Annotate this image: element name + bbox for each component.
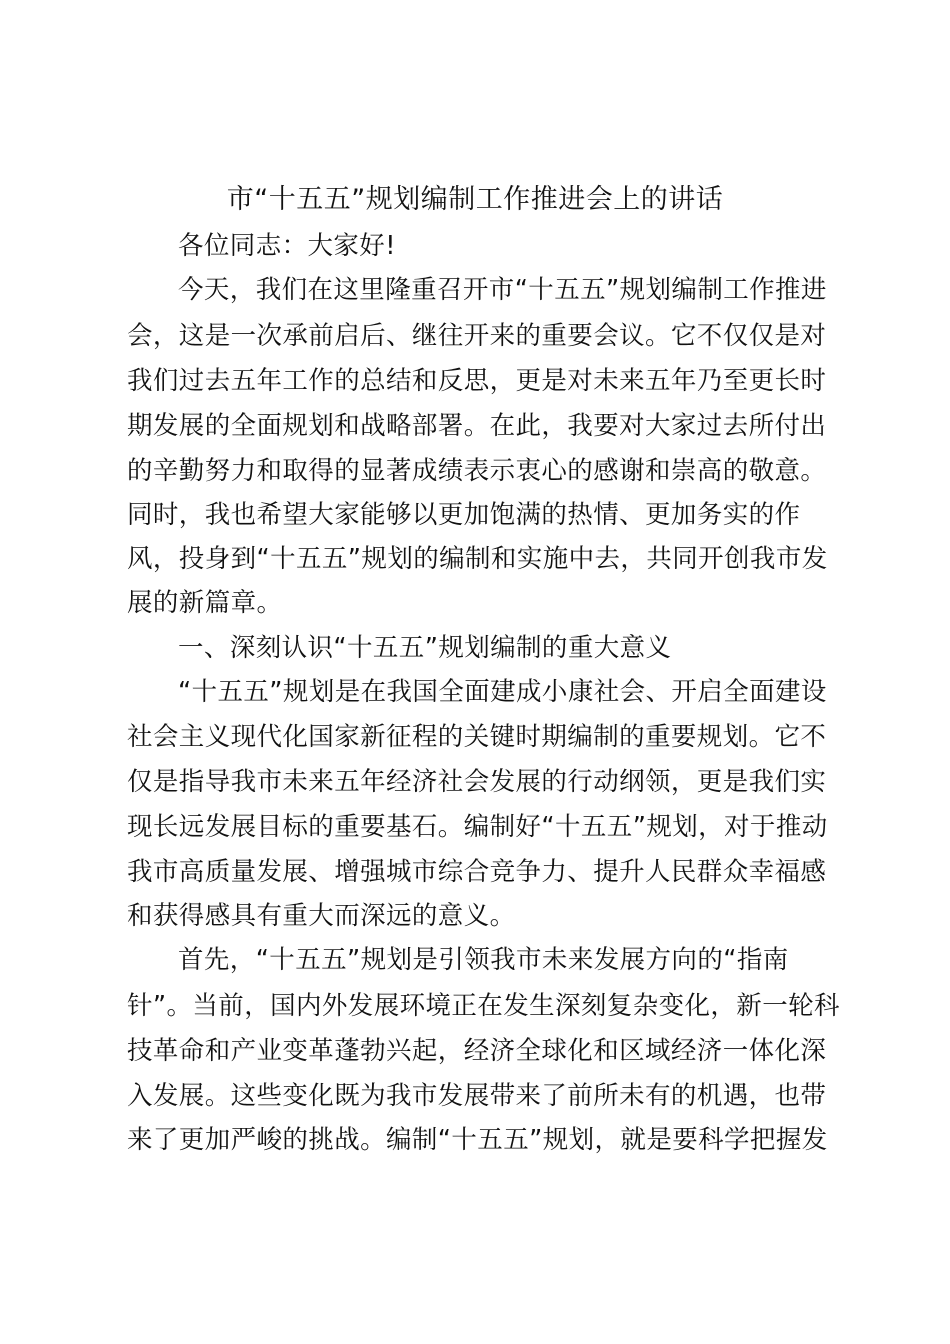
body-line: 会，这是一次承前启后、继往开来的重要会议。它不仅仅是对 — [127, 321, 827, 351]
body-line: 的辛勤努力和取得的显著成绩表示衷心的感谢和崇高的敬意。 — [127, 456, 827, 486]
body-line: “十五五”规划是在我国全面建成小康社会、开启全面建设 — [178, 677, 827, 707]
body-line: 现长远发展目标的重要基石。编制好“十五五”规划，对于推动 — [127, 812, 828, 842]
body-line: 期发展的全面规划和战略部署。在此，我要对大家过去所付出 — [127, 411, 827, 441]
body-line: 入发展。这些变化既为我市发展带来了前所未有的机遇，也带 — [127, 1081, 827, 1111]
section-heading: 一、深刻认识“十五五”规划编制的重大意义 — [178, 633, 672, 663]
body-line: 仅是指导我市未来五年经济社会发展的行动纲领，更是我们实 — [127, 767, 827, 797]
body-line: 风，投身到“十五五”规划的编制和实施中去，共同开创我市发 — [127, 544, 828, 574]
body-line: 首先，“十五五”规划是引领我市未来发展方向的“指南 — [178, 945, 789, 975]
body-line: 今天，我们在这里隆重召开市“十五五”规划编制工作推进 — [178, 275, 827, 305]
body-line: 技革命和产业变革蓬勃兴起，经济全球化和区域经济一体化深 — [127, 1036, 827, 1066]
body-line: 针”。当前，国内外发展环境正在发生深刻复杂变化，新一轮科 — [127, 991, 840, 1021]
body-line: 我们过去五年工作的总结和反思，更是对未来五年乃至更长时 — [127, 366, 827, 396]
body-line: 和获得感具有重大而深远的意义。 — [127, 901, 516, 931]
body-line: 展的新篇章。 — [127, 588, 283, 618]
body-line: 来了更加严峻的挑战。编制“十五五”规划，就是要科学把握发 — [127, 1125, 828, 1155]
body-line: 社会主义现代化国家新征程的关键时期编制的重要规划。它不 — [127, 722, 827, 752]
body-line: 同时，我也希望大家能够以更加饱满的热情、更加务实的作 — [127, 500, 801, 530]
salutation: 各位同志：大家好! — [178, 231, 396, 261]
body-line: 我市高质量发展、增强城市综合竞争力、提升人民群众幸福感 — [127, 857, 827, 887]
document-title: 市“十五五”规划编制工作推进会上的讲话 — [226, 184, 724, 215]
